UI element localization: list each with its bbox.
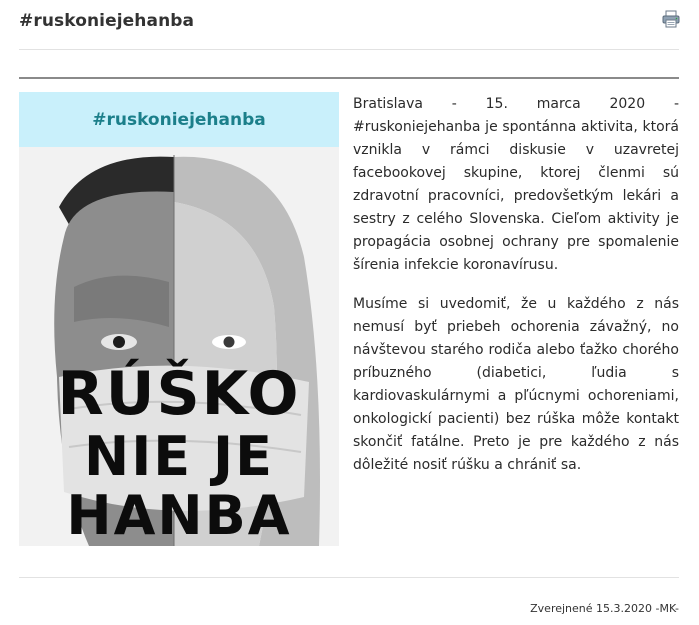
published-info: Zverejnené 15.3.2020 -MK- [530, 602, 679, 615]
article-body [353, 93, 679, 493]
print-icon[interactable] [662, 10, 680, 28]
content-divider [19, 77, 679, 79]
poster-hashtag: #ruskoniejehanba [92, 109, 266, 130]
poster-banner [19, 92, 339, 147]
footer-divider [19, 577, 679, 578]
poster-headline-line1: RÚŠKO [57, 359, 301, 429]
article-paragraph: Musíme si uvedomiť, že u každého z nás nemusí byť priebeh ochorenia závažný, no návštevou starého rodiča alebo ťažko chorého príbuzného (diabetici, ľudia s kardiovaskulárnymi a pľúcnymi ochoreniami, onkologickí pacienti) bez rúška môže kontakt skončiť fatálne. Preto je pre každého z nás dôležité nosiť rúšku a chrániť sa. [353, 296, 679, 473]
page-title: #ruskoniejehanba [19, 11, 195, 31]
campaign-poster-image [19, 92, 339, 546]
article-paragraph: Bratislava - 15. marca 2020 - #ruskoniejehanba je spontánna aktivita, ktorá vznikla v rámci diskusie v uzavretej facebookovej skupine, ktorej členmi sú zdravotní pracovníci, predovšetkým lekári a sestry z celého Slovenska. Cieľom aktivity je propagácia osobnej ochrany pre spomalenie šírenia infekcie koronavírusu. [353, 96, 679, 273]
poster-headline-line2: NIE JE [84, 425, 274, 488]
poster-headline-line3: HANBA [66, 484, 292, 546]
header-divider [19, 49, 679, 50]
